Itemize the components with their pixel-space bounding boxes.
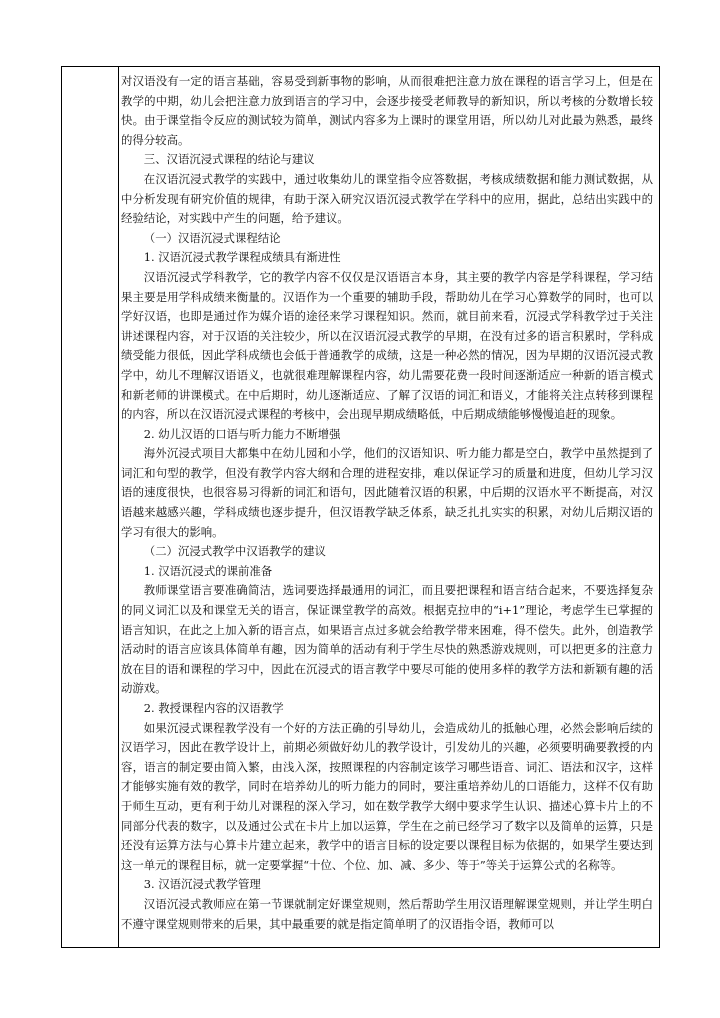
paragraph: 如果沉浸式课程教学没有一个好的方法正确的引导幼儿，会造成幼儿的抵触心理，必然会影响后续的汉语学习，因此在教学设计上，前期必须做好幼儿的教学设计，引发幼儿的兴趣，必须要明确要教授的内容，语言的制定要由简入繁，由浅入深，按照课程的内容制定该学习哪些语音、词汇、语法和汉字，这样才能够实施有效的教学，同时在培养幼儿的听力能力的同时，要注重培养幼儿的口语能力，这样不仅有助于师生互动，更有利于幼儿对课程的深入学习，如在数学教学大纲中要求学生认识、描述心算卡片上的不同部分代表的数字，以及通过公式在卡片上加以运算，学生在之前已经学习了数字以及简单的运算，只是还没有运算方法与心算卡片建立起来，教学中的语言目标的设定要以课程目标为依据的，如果学生要达到这一单元的课程目标，就一定要掌握“十位、个位、加、减、多少、等于”等关于运算公式的名称等。 — [121, 720, 653, 872]
table-frame — [61, 66, 660, 948]
paragraph: 教师课堂语言要准确简洁，选词要选择最通用的词汇，而且要把课程和语言结合起来，不要选择复杂的同义词汇以及和课堂无关的语言，保证课堂教学的高效。根据克拉申的“i+1”理论，考虑学生已掌握的语言知识，在此之上加入新的语言点，如果语言点过多就会给教学带来困难，得不偿失。此外，创造教学活动时的语言应该具体简单有趣，因为简单的活动有利于学生尽快的熟悉游戏规则，可以把更多的注意力放在目的语和课程的学习中，因此在沉浸式的语言教学中要尽可能的使用多样的教学方法和新颖有趣的活动游戏。 — [121, 583, 653, 696]
subsection-heading: （二）沉浸式教学中汉语教学的建议 — [143, 544, 327, 559]
document-body — [121, 72, 653, 934]
paragraph: 汉语沉浸式教师应在第一节课就制定好课堂规则，然后帮助学生用汉语理解课堂规则，并让学生明白不遵守课堂规则带来的后果，其中最重要的就是指定简单明了的汉语指令语，教师可以 — [121, 896, 653, 931]
paragraph: 在汉语沉浸式教学的实践中，通过收集幼儿的课堂指令应答数据，考核成绩数据和能力测试数据，从中分析发现有研究价值的规律，有助于深入研究汉语沉浸式教学在学科中的应用，据此，总结出实践中的经验结论，对实践中产生的问题，给予建议。 — [121, 171, 653, 226]
item-heading: 2. 教授课程内容的汉语教学 — [143, 701, 284, 715]
item-heading: 2. 幼儿汉语的口语与听力能力不断增强 — [143, 426, 341, 441]
paragraph: 汉语沉浸式学科教学，它的教学内容不仅仅是汉语语言本身，其主要的教学内容是学科课程，学习结果主要是用学科成绩来衡量的。汉语作为一个重要的辅助手段，帮助幼儿在学习心算数学的同时，也可以学好汉语，也即是通过作为媒介语的途径来学习课程知识。然而，就目前来看，沉浸式学科教学过于关注讲述课程内容，对于汉语的关注较少，所以在汉语沉浸式教学的早期，在没有过多的语言积累时，学科成绩受能力很低，因此学科成绩也会低于普通教学的成绩，这是一种必然的情况，因为早期的汉语沉浸式教学中，幼儿不理解汉语语义，也就很难理解课程内容，幼儿需要花费一段时间逐渐适应一种新的语言模式和新老师的讲课模式。在中后期时，幼儿逐渐适应、了解了汉语的词汇和语义，才能将关注点转移到课程的内容，所以在汉语沉浸式课程的考核中，会出现早期成绩略低，中后期成绩能够慢慢追赶的现象。 — [121, 269, 653, 422]
paragraph: 海外沉浸式项目大都集中在幼儿园和小学，他们的汉语知识、听力能力都是空白，教学中虽然提到了词汇和句型的教学，但没有教学内容大纲和合理的进程安排，难以保证学习的质量和进度，但幼儿学习汉语的速度很快，也很容易习得新的词汇和语句，因此随着汉语的积累，中后期的汉语水平不断提高，对汉语越来越感兴趣，学科成绩也逐步提升，但汉语教学缺乏体系，缺乏扎扎实实的积累，对幼儿后期汉语的学习有很大的影响。 — [121, 446, 653, 539]
section-heading: 三、汉语沉浸式课程的结论与建议 — [143, 152, 315, 167]
subsection-heading: （一）汉语沉浸式课程结论 — [143, 230, 281, 245]
column-divider — [118, 67, 119, 947]
item-heading: 1. 汉语沉浸式教学课程成绩具有渐进性 — [143, 250, 341, 265]
item-heading: 3. 汉语沉浸式教学管理 — [143, 877, 261, 892]
paragraph: 对汉语没有一定的语言基础，容易受到新事物的影响，从而很难把注意力放在课程的语言学习上，但是在教学的中期，幼儿会把注意力放到语言的学习中，会逐步接受老师教导的新知识，所以考核的分数增长较快。由于课堂指令反应的测试较为简单，测试内容多为上课时的课堂用语，所以幼儿对此最为熟悉，最终的得分较高。 — [121, 74, 653, 147]
item-heading: 1. 汉语沉浸式的课前准备 — [143, 563, 273, 578]
